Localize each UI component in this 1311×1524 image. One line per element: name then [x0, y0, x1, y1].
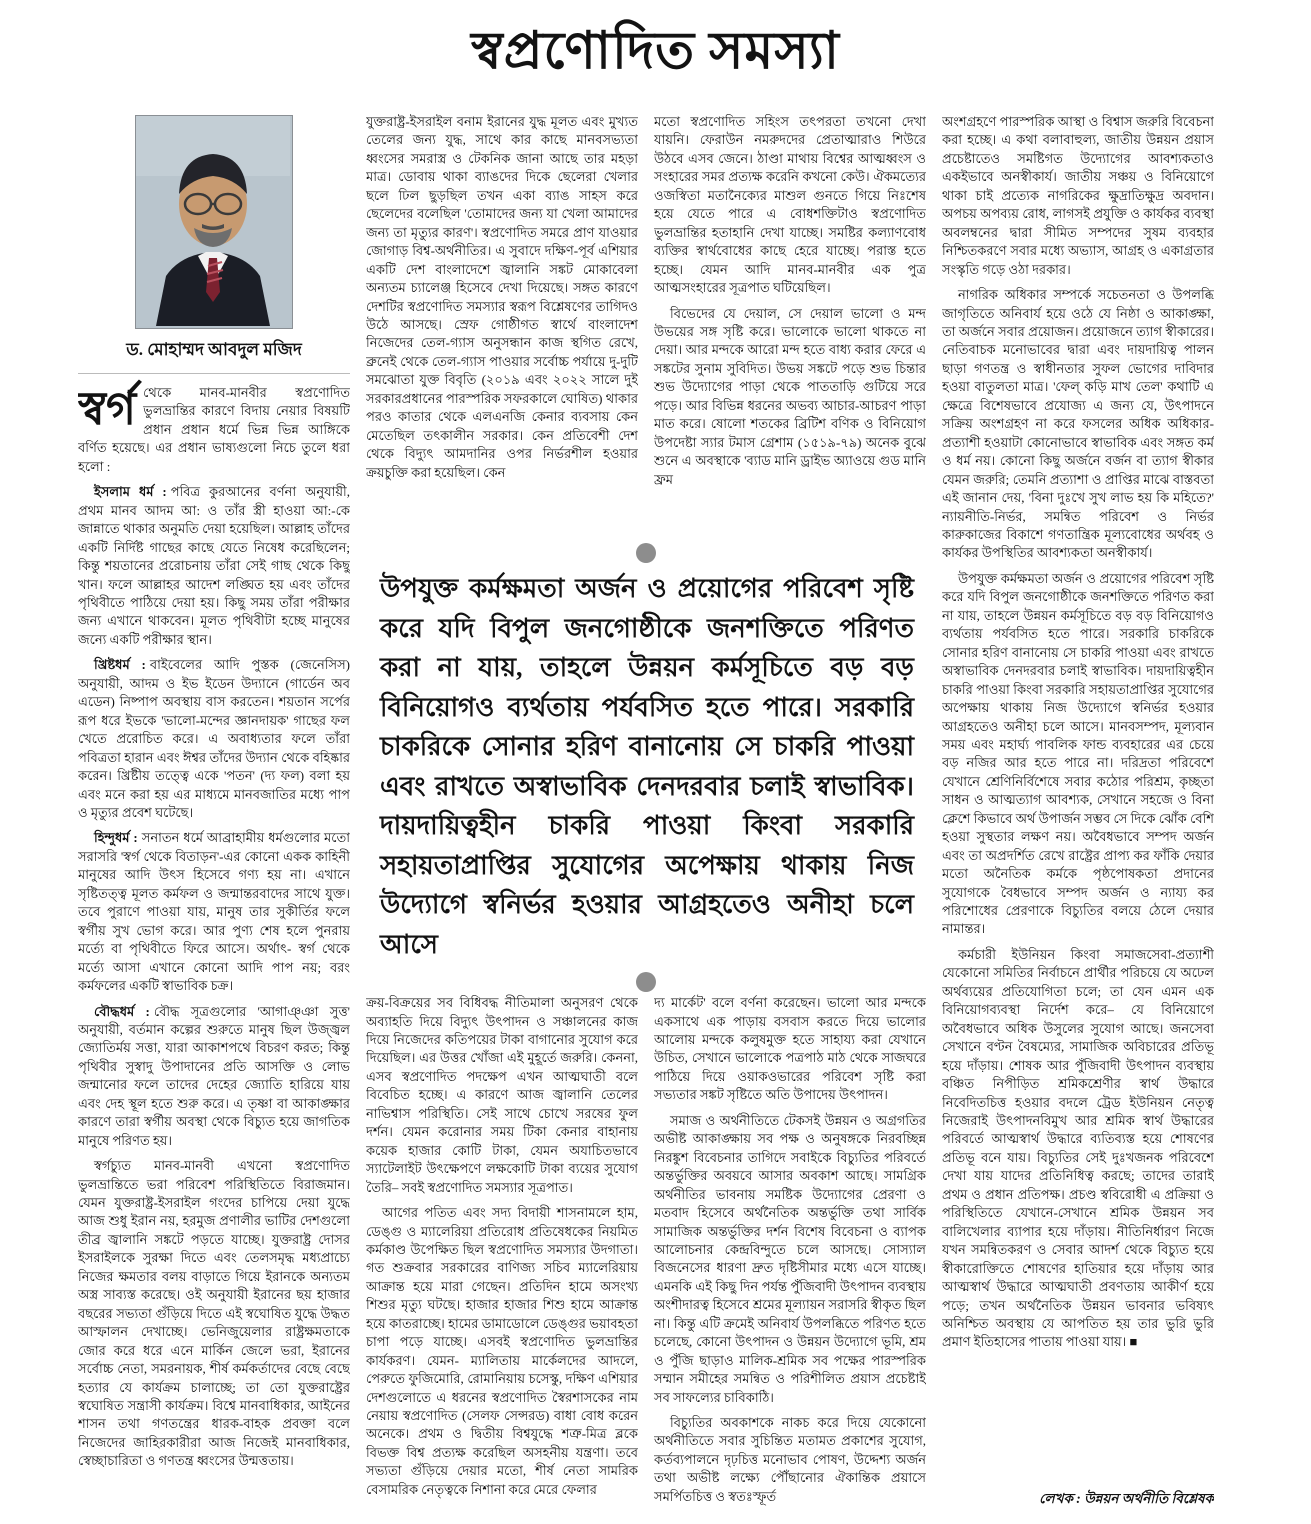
author-footer: লেখক : উন্নয়ন অর্থনীতি বিশ্লেষক [1039, 1491, 1214, 1506]
article-paragraph: বিচ্যুতির অবকাশকে নাকচ করে দিয়ে যেকোনো অর্থনীতিতে সবার সুচিন্তিত মতামত প্রকাশের সুযোগ, কর্তব্যপালনে দৃঢ়চিত্ত মনোভাব পোষণ, উদ্দেশ্য অর্জন তথা অভীষ্ট লক্ষ্যে পৌঁছানোর ঐকান্তিক প্রয়াসে সমর্পিতচিত্ত ও স্বতঃস্ফূর্ত [654, 1415, 926, 1504]
article-paragraph: যুক্তরাষ্ট্র-ইসরাইল বনাম ইরানের যুদ্ধ মূলত এবং মুখ্যত তেলের জন্য যুদ্ধ, সাথে কার কাছে মানবসভ্যতা ধ্বংসের সমরাস্ত্র ও টেকনিক জানা আছে তার মহড়া মাত্র। ডোবায় থাকা ব্যাঙদের দিকে ছেলেরা খেলার ছলে ঢিল ছুড়ছিল তখন একা ব্যাঙ সাহস করে ছেলেদের বলেছিল 'তোমাদের জন্য যা খেলা আমাদের জন্য তা মৃত্যুর কারণ'। স্বপ্রণোদিত সমরে প্রাণ যাওয়ার জোগাড় বিশ্ব-অর্থনীতির। এ সুবাদে দক্ষিণ-পূর্ব এশিয়ার একটি দেশ বাংলাদেশে জ্বালানি সঙ্কট মোকাবেলা অন্যতম চ্যালেঞ্জ হিসেবে দেখা দিয়েছে। সঙ্গত কারণে দেশটির স্বপ্রণোদিত সমস্যার স্বরূপ বিশ্লেষণের তাগিদও উঠে আসছে। স্রেফ গোষ্ঠীগত স্বার্থে বাংলাদেশ নিজেদের তেল-গ্যাস অনুসন্ধান কাজ স্থগিত রেখে, ব্রুনেই থেকে তেল-গ্যাস পাওয়ার সর্বোচ্চ পর্যায়ে দু-দুটি সমঝোতা যুক্ত বিবৃতি (২০১৯ এবং ২০২২ সালে দুই সরকারপ্রধানের পারস্পরিক সফরকালে ঘোষিত) থাকার পরও কাতার থেকে এলএনজি কেনার ব্যবসায় কেন মেতেছিল তৎকালীন সরকার। কেন প্রতিবেশী দেশ থেকে বিদ্যুৎ আমদানির ওপর নির্ভরশীল হওয়ার ক্রয়চুক্তি করা হয়েছিল। কেন [366, 114, 638, 480]
column-three-bottom [654, 994, 926, 1511]
section-label: খ্রিষ্টধর্ম : [94, 657, 146, 673]
article-paragraph: অংশগ্রহণে পারস্পরিক আস্থা ও বিশ্বাস জরুরি বিবেচনা করা হচ্ছে। এ কথা বলাবাহুল্য, জাতীয় উন্নয়ন প্রয়াস প্রচেষ্টাতেও সমষ্টিগত উদ্যোগের আবশ্যকতাও একইভাবে অনস্বীকার্য। জাতীয় সঞ্চয় ও বিনিয়োগে থাকা চাই প্রত্যেক নাগরিকের ক্ষুদ্রাতিক্ষুদ্র অবদান। অপচয় অপব্যয় রোধ, লাগসই প্রযুক্তি ও কার্যকর ব্যবস্থা অবলম্বনের দ্বারা সীমিত সম্পদের সুষম ব্যবহার নিশ্চিতকরণে সবার মধ্যে অভ্যাস, আগ্রহ ও একাগ্রতার সংস্কৃতি গড়ে ওঠা দরকার। [942, 114, 1214, 277]
column-two-bottom [366, 994, 638, 1511]
drop-cap: স্বর্গ [78, 383, 137, 434]
column-right [942, 113, 1214, 1511]
column-three-top [654, 113, 926, 541]
article-end-mark: ■ [1129, 1334, 1138, 1350]
pull-quote: উপযুক্ত কর্মক্ষমতা অর্জন ও প্রয়োগের পরিবেশ সৃষ্টি করে যদি বিপুল জনগোষ্ঠীকে জনশক্তিতে পরিণত করা না যায়, তাহলে উন্নয়ন কর্মসূচিতে বড় বড় বিনিয়োগও ব্যর্থতায় পর্যবসিত হতে পারে। সরকারি চাকরিকে সোনার হরিণ বানানোয় সে চাকরি পাওয়া এবং রাখতে অস্বাভাবিক দেনদরবার চলাই স্বাভাবিক। দায়দায়িত্বহীন চাকরি পাওয়া কিংবা সরকারি সহায়তাপ্রাপ্তির সুযোগের অপেক্ষায় থাকায় নিজ উদ্যোগে স্বনির্ভর হওয়ার আগ্রহতেও অনীহা চলে আসে [380, 574, 914, 959]
article-paragraph: নাগরিক অধিকার সম্পর্কে সচেতনতা ও উপলব্ধি জাগৃতিতে অনিবার্য হয়ে ওঠে যে নিষ্ঠা ও আকাঙ্ক্ষা, তা অর্জনে সবার প্রয়োজন। প্রয়োজনে ত্যাগ স্বীকারের। নেতিবাচক মনোভাবের দ্বারা এবং দায়দায়িত্ব পালন ছাড়া গণতন্ত্র ও স্বাধীনতার সুফল ভোগের দাবিদার হওয়া বাতুলতা মাত্র। 'ফেল্ কড়ি মাখ তেল' কথাটি এ ক্ষেত্রে বিশেষভাবে প্রযোজ্য এ জন্য যে, উৎপাদনে সক্রিয় অংশগ্রহণ না করে ফসলের অধিক অধিকার-প্রত্যাশী হওয়াটা কোনোভাবে স্বাভাবিক এবং সঙ্গত কর্ম ও ধর্ম নয়। কোনো কিছু অর্জনে বর্জন বা ত্যাগ স্বীকার যেমন জরুরি; তেমনি প্রত্যাশা ও প্রাপ্তির মাঝে বাস্তবতা এই জানান দেয়, 'বিনা দুঃখে সুখ লাভ হয় কি মহিতে?' ন্যায়নীতি-নির্ভর, সমন্বিত পরিবেশ ও নির্ভর কারুকাজের বিকাশে গণতান্ত্রিক মূল্যবোধের অর্থবহ ও কার্যকর উপস্থিতির আবশ্যকতা অনস্বীকার্য। [942, 287, 1214, 561]
section-text: বাইবেলের আদি পুস্তক (জেনেসিস) অনুযায়ী, আদম ও ইভ ইডেন উদ্যানে (গার্ডেন অব এডেন) নিষ্পাপ অবস্থায় বাস করতেন। শয়তান সর্পের রূপ ধরে ইভকে 'ভালো-মন্দের জ্ঞানদায়ক' গাছের ফল খেতে প্ররোচিত করে। এ অবাধ্যতার ফলে তাঁরা পবিত্রতা হারান এবং ঈশ্বর তাঁদের উদ্যান থেকে বহিষ্কার করেন। খ্রিষ্টীয় তত্ত্বে একে 'পতন' (দ্য ফল) বলা হয় এবং মনে করা হয় এর মাধ্যমে মানবজাতির মধ্যে পাপ ও মৃত্যুর প্রবেশ ঘটেছে। [78, 657, 350, 820]
paragraph-text: কর্মচারী ইউনিয়ন কিংবা সমাজসেবা-প্রত্যাশী যেকোনো সমিতির নির্বাচনে প্রার্থীর পরিচয়ে যে অঢেল অর্থব্যয়ের প্রতিযোগিতা চলে; তা যেন এমন এক বিনিয়োগব্যবস্থা নির্দেশ করে– যে বিনিয়োগে অবৈধভাবে অধিক উসুলের সুযোগ আছে। জনসেবা সেখানে বণ্টন বৈষম্যের, সামাজিক অবিচারের প্রতিভূ হয়ে দাঁড়ায়। শোষক আর পুঁজিবাদী উৎপাদন ব্যবস্থায় বঞ্চিত নিপীড়িত শ্রমিকশ্রেণীর স্বার্থ উদ্ধারে নিবেদিতচিত্ত হওয়ার বদলে ট্রেড ইউনিয়ন নেতৃত্ব নিজেরাই উৎপাদনবিমুখ আর শ্রমিক স্বার্থ উদ্ধারের পরিবর্তে আত্মস্বার্থ উদ্ধারে ব্যতিব্যস্ত হয়ে শোষণের প্রতিভূ বনে যায়। বিচ্যুতির সেই দুঃখজনক পরিবেশে দেখা যায় যাদের প্রতিনিধিত্ব করছে; তাদের তারাই প্রথম ও প্রধান প্রতিপক্ষ। প্রচণ্ড স্ববিরোধী এ প্রক্রিয়া ও পরিস্থিতিতে যেখানে-সেখানে শ্রমিক উন্নয়ন সব বালিখেলার ব্যাপার হয়ে দাঁড়ায়। নীতিনির্ধারণ নিজে যখন সমন্বিতকরণ ও সেবার আদর্শ থেকে বিচ্যুত হয়ে স্বীকারোক্তিতে শোষণের হাতিয়ার হয়ে দাঁড়ায় আর আত্মস্বার্থ উদ্ধারে আত্মঘাতী প্রবণতায় আকীর্ণ হয়ে পড়ে; তখন অর্থনৈতিক উন্নয়ন ভাবনার ভবিষ্যৎ অনিশ্চিত অবস্থায় যে আপতিত হয় তার ভুরি ভুরি প্রমাণ ইতিহাসের পাতায় পাওয়া যায়। [942, 946, 1214, 1350]
section-label: ইসলাম ধর্ম : [94, 484, 167, 500]
section-text: বৌদ্ধ সূত্রগুলোর 'আগাঞ্ঞা সুত্ত' অনুযায়ী, বর্তমান কল্পের শুরুতে মানুষ ছিল উজ্জ্বল জ্যোতির্ময় সত্তা, যারা আকাশপথে বিচরণ করত; কিন্তু পৃথিবীর সুস্বাদু উপাদানের প্রতি আসক্তি ও লোভ জন্মানোর ফলে তাদের দেহের জ্যোতি হারিয়ে যায় এবং দেহ স্থূল হতে শুরু করে। এ তৃষ্ণা বা আকাঙ্ক্ষার কারণে তারা স্বর্গীয় অবস্থা থেকে বিচ্যুত হয়ে জাগতিক মানুষে পরিণত হয়। [78, 1003, 350, 1148]
article-paragraph [942, 946, 1214, 1352]
section-text: পবিত্র কুরআনের বর্ণনা অনুযায়ী, প্রথম মানব আদম আ: ও তাঁর স্ত্রী হাওয়া আ:-কে জান্নাতে থাকার অনুমতি দেয়া হয়েছিল। আল্লাহ তাঁদের একটি নির্দিষ্ট গাছের কাছে যেতে নিষেধ করেছিলেন; কিন্তু শয়তানের প্ররোচনায় তাঁরা সেই গাছ থেকে কিছু খান। ফলে আল্লাহর আদেশ লঙ্ঘিত হয় এবং তাঁদের পৃথিবীতে পাঠিয়ে দেয়া হয়। কিছু সময় তাঁরা পরীক্ষার জন্য এখানে থাকবেন। মূলত পৃথিবীটা হচ্ছে মানুষের জন্যে একটি পরীক্ষার স্থান। [78, 484, 350, 647]
section-label: বৌদ্ধধর্ম : [94, 1003, 150, 1019]
column-author [78, 113, 350, 1511]
author-photo [135, 115, 293, 329]
religion-paragraph-buddhist [78, 1003, 350, 1151]
column-right-paragraphs [942, 113, 1214, 1484]
middle-columns [366, 113, 926, 1511]
religion-paragraph-hindu [78, 829, 350, 995]
religion-paragraph-islam [78, 483, 350, 649]
article-paragraph: ক্রয়-বিক্রয়ের সব বিধিবদ্ধ নীতিমালা অনুসরণ থেকে অব্যাহতি দিয়ে বিদ্যুৎ উৎপাদন ও সঞ্চালনের কাজ দিয়ে নিজেদের কতিপয়ের টাকা বাগানোর সুযোগ করে দিয়েছিল। এর উত্তর খোঁজা এই মুহূর্তে জরুরি। কেননা, এসব স্বপ্রণোদিত পদক্ষেপ এখন আত্মঘাতী বলে বিবেচিত হচ্ছে। এ কারণে আজ জ্বালানি তেলের নাভিশ্বাস পরিস্থিতি। সেই সাথে চোখে সরষের ফুল দর্শন। যেমন করোনার সময় টিকা কেনার বাহানায় কয়েক হাজার কোটি টাকা, যেমন অযাচিতভাবে স্যাটেলাইট উৎক্ষেপণে লক্ষকোটি টাকা ব্যয়ের সুযোগ তৈরি– সবই স্বপ্রণোদিত সমস্যার সূত্রপাত। [366, 995, 638, 1195]
pullquote-bottom-dot [636, 972, 656, 992]
article-paragraph: বিভেদের যে দেয়াল, সে দেয়াল ভালো ও মন্দ উভয়ের সঙ্গ সৃষ্টি করে। ভালোকে ভালো থাকতে না দেয়া। আর মন্দকে আরো মন্দ হতে বাধ্য করার ফেরে এ সঙ্কটের সুনাম সুবিদিত। উভয় সঙ্কটে পড়ে শুভ চিন্তার শুভ উদ্যোগের পাড়া থেকে পাততাড়ি গুটিয়ে সরে পড়ে। আর বিভিন্ন ধরনের অভব্য আচার-আচরণ পাড়া মাত করে। ষোলো শতকের ব্রিটিশ বণিক ও বিনিয়োগ উপদেষ্টা স্যার টমাস গ্রেশাম (১৫১৯-৭৯) অনেক বুঝে শুনে এ অবস্থাকে 'ব্যাড মানি ড্রাইভ অ্যাওয়ে গুড মানি ফ্রম [654, 305, 926, 487]
section-text: সনাতন ধর্মে আব্রাহামীয় ধর্মগুলোর মতো সরাসরি 'স্বর্গ থেকে বিতাড়ন'-এর কোনো একক কাহিনী মানুষের আদি উৎস হিসেবে গণ্য হয় না। এখানে সৃষ্টিতত্ত্ব মূলত কর্মফল ও জন্মান্তরবাদের সাথে যুক্ত। তবে পুরাণে পাওয়া যায়, মানুষ তার সুকীর্তির ফলে স্বর্গীয় সুখ ভোগ করে। আর পুণ্য শেষ হলে পুনরায় মর্ত্যে বা পৃথিবীতে ফিরে আসে। অর্থাৎ- স্বর্গ থেকে মর্ত্যে আসা এখানে কোনো আদি পাপ নয়; বরং কর্মফলের একটি স্বাভাবিক চক্র। [78, 830, 350, 994]
section-label: হিন্দুধর্ম : [94, 830, 138, 846]
article-paragraph: স্বর্গচ্যুত মানব-মানবী এখনো স্বপ্রণোদিত ভুলভ্রান্তিতে ভরা পরিবেশ পরিস্থিতিতে বিরাজমান। যেমন যুক্তরাষ্ট্র-ইসরাইল গংদের চাপিয়ে দেয়া যুদ্ধে আজ শুধু ইরান নয়, হরমুজ প্রণালীর ভাটির দেশগুলো তীব্র জ্বালানি সঙ্কটে পড়তে যাচ্ছে। যুক্তরাষ্ট্র দোসর ইসরাইলকে সুরক্ষা দিতে এবং তেলসমৃদ্ধ মধ্যপ্রাচ্যে নিজের ক্ষমতার বলয় বাড়াতে গিয়ে ইরানকে অন্যতম অস্ত্র সাব্যস্ত করেছে। ওই অনুযায়ী ইরানের ছয় হাজার বছরের সভ্যতা গুঁড়িয়ে দিতে এই স্বঘোষিত যুদ্ধে উদ্ধত আস্ফালন দেখাচ্ছে। ভেনিজুয়েলার রাষ্ট্রক্ষমতাকে জোর করে ধরে এনে মার্কিন জেলে ভরা, ইরানের সর্বোচ্চ নেতা, সমরনায়ক, শীর্ষ কর্মকর্তাদের বেছে বেছে হত্যার যে কার্যক্রম চালাচ্ছে; তা তো যুক্তরাষ্ট্রের স্বঘোষিত সন্ত্রাসী কার্যক্রম। বিশ্বে মানবাধিকার, আইনের শাসন তথা গণতন্ত্রের ধারক-বাহক প্রবক্তা বলে নিজেদের জাহিরকারীরা আজ নিজেই মানবাধিকার, স্বেচ্ছাচারিতা ও গণতন্ত্র ধ্বংসের উন্মত্ততায়। [78, 1158, 350, 1469]
pullquote-top-dot [636, 543, 656, 563]
article-body [78, 113, 1233, 1511]
article-title: স্বপ্রণোদিত সমস্যা [471, 23, 840, 80]
article-paragraph: মতো স্বপ্রণোদিত সহিংস তৎপরতা তখনো দেখা যায়নি। ফেরাউন নমরুদদের প্রেতাত্মারাও শিউরে উঠবে এসব জেনে। ঠাণ্ডা মাথায় বিশ্বের আত্মধ্বংস ও সংহারের সমর প্রত্যক্ষ করেনি কখনো কেউ। ঐকমত্যের ওজস্বিতা মতানৈক্যের মাশুল গুনতে গিয়ে নিঃশেষ হয়ে যেতে পারে এ বোধশক্তিটাও স্বপ্রণোদিত ভুলভ্রান্তির হতাহানি দেখা যাচ্ছে। সমষ্টির কল্যাণবোধ ব্যক্তির স্বার্থবোধের কাছে হেরে যাচ্ছে। পরাস্ত হতে হচ্ছে। যেমন আদি মানব-মানবীর এক পুত্র আত্মসংহারের সূত্রপাত ঘটিয়েছিল। [654, 114, 926, 296]
intro-text: থেকে মানব-মানবীর স্বপ্রণোদিত ভুলভ্রান্তির কারণে বিদায় নেয়ার বিষয়টি প্রধান প্রধান ধর্মে ভিন্ন ভিন্ন আঙ্গিকে বর্ণিত হয়েছে। এর প্রধান ভাষ্যগুলো নিচে তুলে ধরা হলো : [78, 385, 350, 474]
middle-bottom-section [366, 994, 926, 1511]
article-paragraph: সমাজ ও অর্থনীতিতে টেকসই উন্নয়ন ও অগ্রগতির অভীষ্ট আকাঙ্ক্ষায় সব পক্ষ ও অনুষঙ্গকে নিরবচ্ছিন্ন নিরঙ্কুশ বিবেচনার তাগিদে সবাইকে বিচ্যুতির পরিবর্তে অন্তর্ভুক্তির অবয়বে আসার অবকাশ আছে। সামগ্রিক অর্থনীতির ভাবনায় সমষ্টিক উদ্যোগের প্রেরণা ও মতবাদ হিসেবে অর্থনৈতিক অন্তর্ভুক্তি তথা সার্বিক সামাজিক অন্তর্ভুক্তির দর্শন বিশেষ বিবেচনা ও ব্যাপক আলোচনার কেন্দ্রবিন্দুতে চলে আসছে। সোস্যাল বিজনেসের ধারণা দ্রুত দৃষ্টিসীমার মধ্যে এসে যাচ্ছে। এমনকি এই কিছু দিন পর্যন্ত পুঁজিবাদী উৎপাদন ব্যবস্থায় অংশীদারত্ব হিসেবে শ্রমের মূল্যায়ন সরাসরি স্বীকৃত ছিল না। কিন্তু এটি ক্রমেই অনিবার্য উপলব্ধিতে পরিণত হতে চলেছে, কোনো উৎপাদন ও উন্নয়ন উদ্যোগে ভূমি, শ্রম ও পুঁজি ছাড়াও মালিক-শ্রমিক সব পক্ষের পারস্পরিক সম্মান সমীহের সমন্বিত ও পরিশীলিত প্রয়াস প্রচেষ্টাই সব সাফল্যের চাবিকাঠি। [654, 1112, 926, 1405]
author-name: ড. মোহাম্মদ আবদুল মজিদ [78, 337, 350, 374]
author-portrait-illustration [136, 116, 290, 326]
middle-top-section [366, 113, 926, 541]
article-paragraph: উপযুক্ত কর্মক্ষমতা অর্জন ও প্রয়োগের পরিবেশ সৃষ্টি করে যদি বিপুল জনগোষ্ঠীকে জনশক্তিতে পরিণত করা না যায়, তাহলে উন্নয়ন কর্মসূচিতে বড় বড় বিনিয়োগও ব্যর্থতায় পর্যবসিত হতে পারে। সরকারি চাকরিকে সোনার হরিণ বানানোয় সে চাকরি পাওয়া এবং রাখতে অস্বাভাবিক দেনদরবার চলাই স্বাভাবিক। দায়দায়িত্বহীন চাকরি পাওয়া কিংবা সরকারি সহায়তাপ্রাপ্তির সুযোগের অপেক্ষায় থাকায় নিজ উদ্যোগে স্বনির্ভর হওয়ার আগ্রহতেও অনীহা চলে আসে। মানবসম্পদ, মূল্যবান সময় এবং মহার্ঘ্য পাবলিক ফান্ড ব্যবহারের এর চেয়ে বড় নজির আর হতে পারে না। দরিদ্রতা পরিবেশে যেখানে শ্রেণিনির্বিশেষে সবার কঠোর পরিশ্রম, কৃচ্ছতা সাধন ও আত্মত্যাগ আবশ্যক, সেখানে সহজে ও বিনা ক্লেশে কিভাবে অর্থ উপার্জন সম্ভব সে দিকে ঝোঁক বেশি হওয়া সুস্থতার লক্ষণ নয়। অবৈধভাবে সম্পদ অর্জন এবং তা অপ্রদর্শিত রেখে রাষ্ট্রের প্রাপ্য কর ফাঁকি দেয়ার মতো অনৈতিক কর্মকে পৃষ্ঠপোষকতা প্রদানের সুযোগকে বৈধভাবে সম্পদ অর্জন ও ন্যায্য কর পরিশোধের প্রেরণাকে বিচ্যুতির বলয়ে ঠেলে দেয়ার নামান্তর। [942, 570, 1214, 937]
article-paragraph: দ্য মার্কেট' বলে বর্ণনা করেছেন। ভালো আর মন্দকে একসাথে এক পাড়ায় বসবাস করতে দিয়ে ভালোর আলোয় মন্দকে কলুষমুক্ত হতে সাহায্য করা যেখানে উচিত, সেখানে ভালোকে পত্রপাঠ মাঠ থেকে সাজঘরে পাঠিয়ে দিয়ে ওয়াকওভারের পরিবেশ সৃষ্টি করা সভ্যতার সঙ্কট সৃষ্টিতে অতি উপাদেয় উৎপাদন। [654, 995, 926, 1103]
religion-paragraph-christian [78, 656, 350, 822]
column-two-top [366, 113, 638, 541]
article-paragraph: আগের পতিত এবং সদ্য বিদায়ী শাসনামলে হাম, ডেঙ্গু ও ম্যালেরিয়া প্রতিরোধ প্রতিষেধকের নিয়মিত কর্মকাণ্ড উপেক্ষিত ছিল স্বপ্রণোদিত সমস্যার উদগাতা। গত শুক্রবার সরকারের বাণিজ্য সচিব ম্যালেরিয়ায় আক্রান্ত হয়ে মারা গেছেন। প্রতিদিন হামে অসংখ্য শিশুর মৃত্যু ঘটছে। হাজার হাজার শিশু হামে আক্রান্ত হয়ে কাতরাচ্ছে। হামের ডামাডোলে ডেঙ্গুর ভয়াবহতা চাপা পড়ে যাচ্ছে। এসবই স্বপ্রণোদিত ভুলভ্রান্তির কার্যকরণ। যেমন- ম্যালিতায় মার্কেলদের আদলে, পেরুতে ফুজিমোরি, রোমানিয়ায় চসেস্কু, দক্ষিণ এশিয়ার দেশগুলোতে এ ধরনের স্বপ্রণোদিত স্বৈরশাসকের নাম নেয়ায় স্বপ্রণোদিত (সেলফ সেন্সরড) বাধা বোধ করেন অনেকে। প্রথম ও দ্বিতীয় বিশ্বযুদ্ধে শত্রু-মিত্র ব্লকে বিভক্ত বিশ্ব প্রত্যক্ষ করেছিল অসহনীয় যন্ত্রণা। তবে সভ্যতা গুঁড়িয়ে দেয়ার মতো, শীর্ষ নেতা সামরিক বেসামরিক নেতৃত্বকে নিশানা করে মেরে ফেলার [366, 1205, 638, 1497]
intro-paragraph [78, 384, 350, 476]
